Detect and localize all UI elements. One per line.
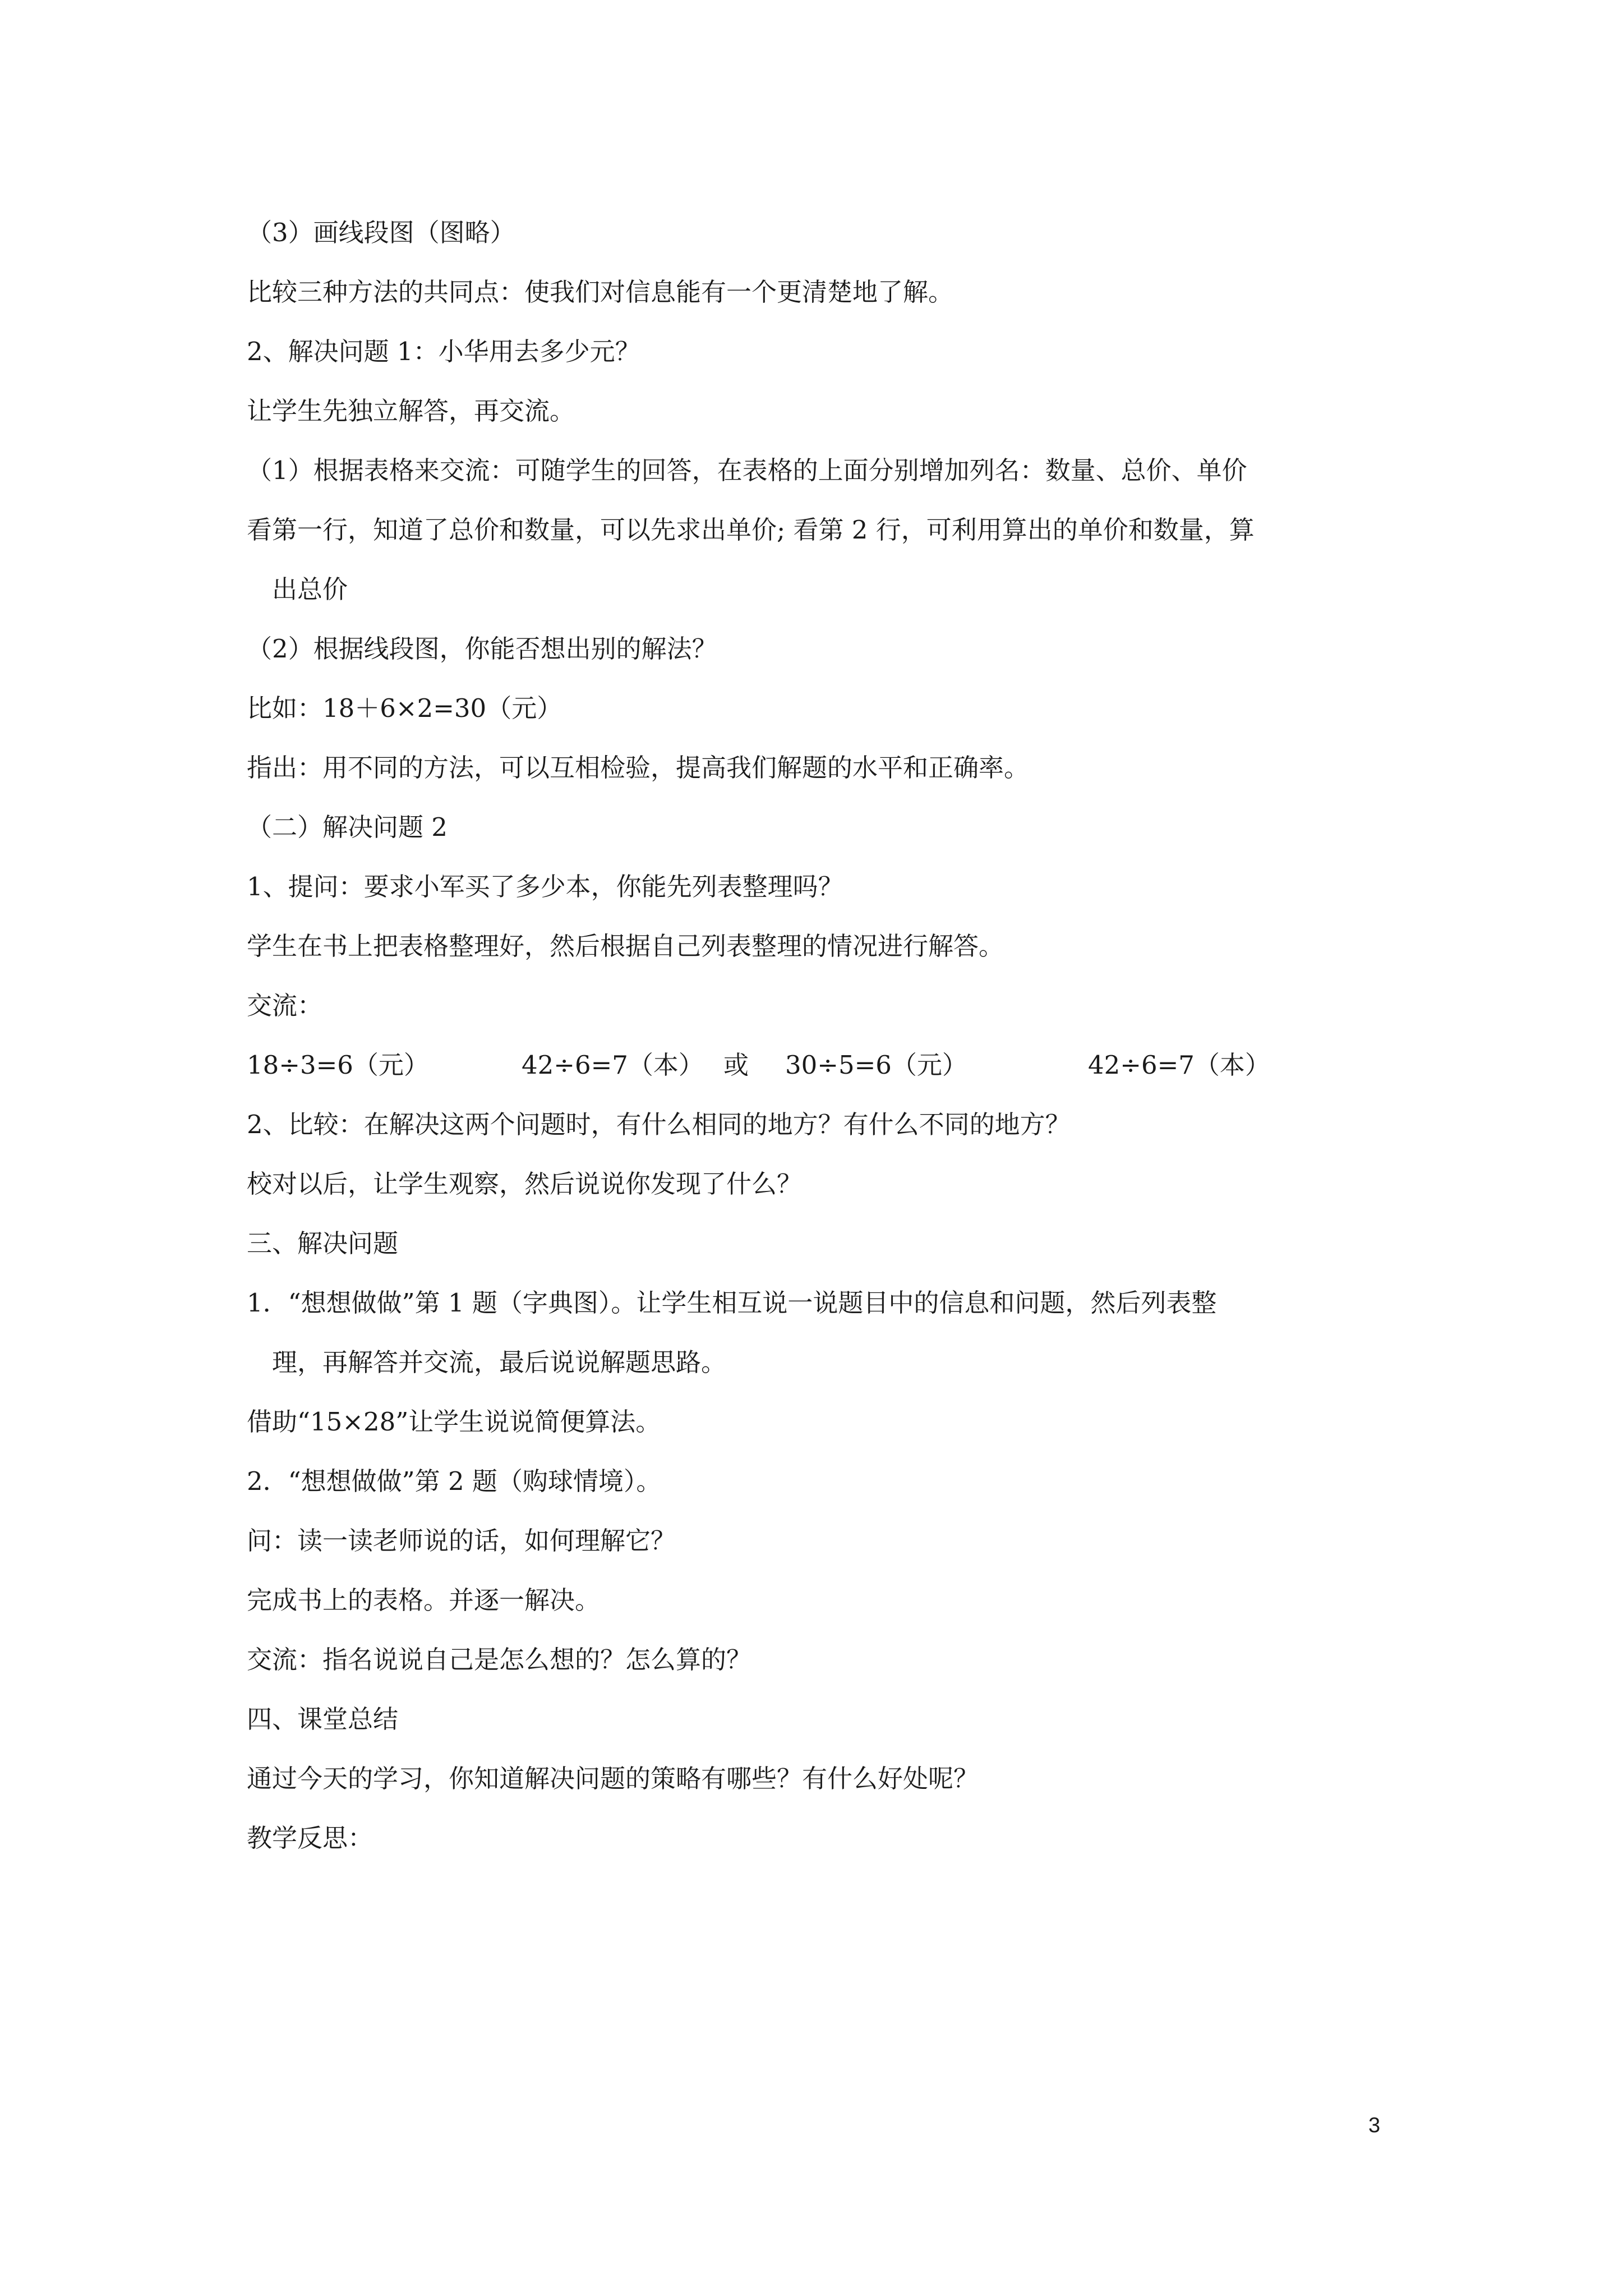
calculation-line [247,1048,1396,1082]
paragraph-line: （2）根据线段图，你能否想出别的解法？ [247,634,717,664]
paragraph-line: 完成书上的表格。并逐一解决。 [247,1585,601,1615]
paragraph-line: 比如：18＋6×2=30（元） [247,693,562,723]
paragraph-line: 让学生先独立解答，再交流。 [247,396,575,426]
paragraph-line: 指出：用不同的方法，可以互相检验，提高我们解题的水平和正确率。 [247,753,1030,783]
paragraph-line: 校对以后，让学生观察，然后说说你发现了什么？ [247,1169,803,1199]
calc-part: 或 [723,1050,749,1080]
paragraph-line: 通过今天的学习，你知道解决问题的策略有哪些？有什么好处呢？ [247,1764,979,1793]
paragraph-line: 理，再解答并交流，最后说说解题思路。 [272,1347,727,1377]
page-number: 3 [1368,2114,1381,2137]
paragraph-line: （1）根据表格来交流：可随学生的回答，在表格的上面分别增加列名：数量、总价、单价 [247,455,1247,485]
paragraph-line: 1、提问：要求小军买了多少本，你能先列表整理吗？ [247,872,843,901]
paragraph-line: 比较三种方法的共同点：使我们对信息能有一个更清楚地了解。 [247,277,954,307]
section-heading: 四、课堂总结 [247,1704,399,1734]
paragraph-line: 教学反思： [247,1823,374,1853]
section-heading: 三、解决问题 [247,1228,399,1258]
paragraph-line: 交流： [247,991,323,1020]
paragraph-line: 2、解决问题 1：小华用去多少元？ [247,337,640,366]
paragraph-line: 2．“想想做做”第 2 题（购球情境）。 [247,1466,662,1496]
calc-part: 42÷6=7（本） [522,1050,704,1080]
paragraph-line: 出总价 [272,574,348,604]
paragraph-line: 交流：指名说说自己是怎么想的？怎么算的？ [247,1645,752,1674]
paragraph-line: 2、比较：在解决这两个问题时，有什么相同的地方？有什么不同的地方？ [247,1110,1071,1139]
document-body [247,216,1396,1881]
paragraph-line: （3）画线段图（图略） [247,218,515,247]
paragraph-line: 1．“想想做做”第 1 题（字典图）。让学生相互说一说题目中的信息和问题，然后列表整 [247,1288,1217,1318]
paragraph-line: （二）解决问题 2 [247,812,448,842]
calc-part: 30÷5=6（元） [785,1050,967,1080]
calc-part: 42÷6=7（本） [1088,1050,1270,1080]
paragraph-line: 学生在书上把表格整理好，然后根据自己列表整理的情况进行解答。 [247,931,1004,961]
paragraph-line: 问：读一读老师说的话，如何理解它？ [247,1526,676,1556]
calc-part: 18÷3=6（元） [247,1050,429,1080]
paragraph-line: 借助“15×28”让学生说说简便算法。 [247,1407,661,1437]
paragraph-line: 看第一行，知道了总价和数量，可以先求出单价; 看第 2 行，可利用算出的单价和数量，算 [247,515,1255,545]
